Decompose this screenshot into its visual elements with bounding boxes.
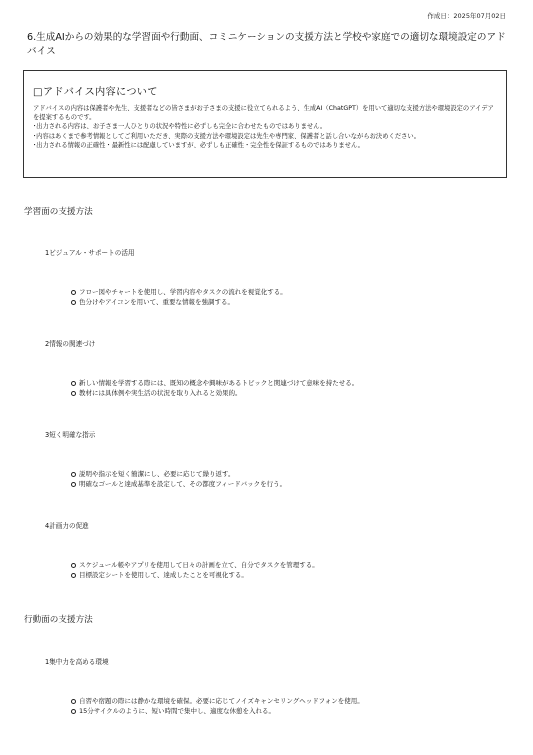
bullet-circle-icon xyxy=(71,472,76,477)
advice-line: ･内容はあくまで参考情報としてご利用いただき、実際の支援方法や環境設定は先生や専門家、保護者と話し合いながらお決めください。 xyxy=(33,132,421,140)
advice-heading: □アドバイス内容について xyxy=(33,87,158,98)
list-item xyxy=(71,560,319,570)
bullet-circle-icon xyxy=(71,482,76,487)
bullet-list xyxy=(71,469,286,489)
list-item xyxy=(71,706,364,716)
subsection-title: 4計画力の促進 xyxy=(45,522,89,530)
bullet-circle-icon xyxy=(71,381,76,386)
subsection-title: 2情報の関連づけ xyxy=(45,340,96,348)
advice-line: アドバイスの内容は保護者や先生、支援者などの皆さまがお子さまの支援に役立てられるよう、生成AI（ChatGPT）を用いて適切な支援方法や環境設定のアイデアを提案するものです。 xyxy=(33,105,494,122)
bullet-circle-icon xyxy=(71,709,76,714)
list-item-text: 15分サイクルのように、短い時間で集中し、適度な休憩を入れる。 xyxy=(79,707,275,715)
bullet-list xyxy=(71,287,287,307)
subsection-title: 1集中力を高める環境 xyxy=(45,658,109,666)
advice-text xyxy=(33,104,497,150)
list-item xyxy=(71,388,358,398)
bullet-circle-icon xyxy=(71,300,76,305)
list-item xyxy=(71,696,364,706)
list-item-text: 教材には具体例や実生活の状況を取り入れると効果的。 xyxy=(79,389,242,397)
advice-line: ･出力される情報の正確性・最新性には配慮していますが、必ずしも正確性・完全性を保証するものではありません。 xyxy=(33,141,364,149)
list-item-text: 説明や指示を短く簡潔にし、必要に応じて繰り返す。 xyxy=(79,470,235,478)
list-item xyxy=(71,469,286,479)
list-item-text: 色分けやアイコンを用いて、重要な情報を強調する。 xyxy=(79,298,235,306)
bullet-list xyxy=(71,560,319,580)
list-item-text: 自習や宿題の際には静かな環境を確保。必要に応じてノイズキャンセリングヘッドフォンを使用。 xyxy=(79,697,364,705)
bullet-circle-icon xyxy=(71,699,76,704)
bullet-circle-icon xyxy=(71,290,76,295)
advice-line: ･出力される内容は、お子さま一人ひとりの状況や特性に必ずしも完全に合わせたものではありません。 xyxy=(33,123,327,131)
subsection-title: 1ビジュアル・サポートの活用 xyxy=(45,249,135,257)
list-item xyxy=(71,297,287,307)
section-title-behavior: 行動面の支援方法 xyxy=(24,615,93,625)
list-item-text: スケジュール帳やアプリを使用して日々の計画を立て、自分でタスクを管理する。 xyxy=(79,561,319,569)
page-title: 6.生成AIからの効果的な学習面や行動面、コミニケーションの支援方法と学校や家庭での適切な環境設定のアドバイス xyxy=(27,32,506,57)
list-item xyxy=(71,287,287,297)
bullet-circle-icon xyxy=(71,563,76,568)
list-item-text: フロー図やチャートを使用し、学習内容やタスクの流れを視覚化する。 xyxy=(79,288,287,296)
list-item xyxy=(71,570,319,580)
list-item-text: 新しい情報を学習する際には、既知の概念や興味があるトピックと関連づけて意味を持たせる。 xyxy=(79,379,359,387)
subsection-title: 3短く明確な指示 xyxy=(45,431,96,439)
bullet-circle-icon xyxy=(71,573,76,578)
bullet-list xyxy=(71,378,358,398)
bullet-circle-icon xyxy=(71,391,76,396)
advice-notice-box xyxy=(23,70,507,178)
list-item-text: 目標設定シートを使用して、達成したことを可視化する。 xyxy=(79,571,248,579)
bullet-list xyxy=(71,696,364,716)
list-item xyxy=(71,378,358,388)
list-item-text: 明確なゴールと達成基準を設定して、その都度フィードバックを行う。 xyxy=(79,480,287,488)
section-title-learning: 学習面の支援方法 xyxy=(24,207,93,217)
created-date: 作成日：2025年07月02日 xyxy=(427,12,506,20)
list-item xyxy=(71,479,286,489)
